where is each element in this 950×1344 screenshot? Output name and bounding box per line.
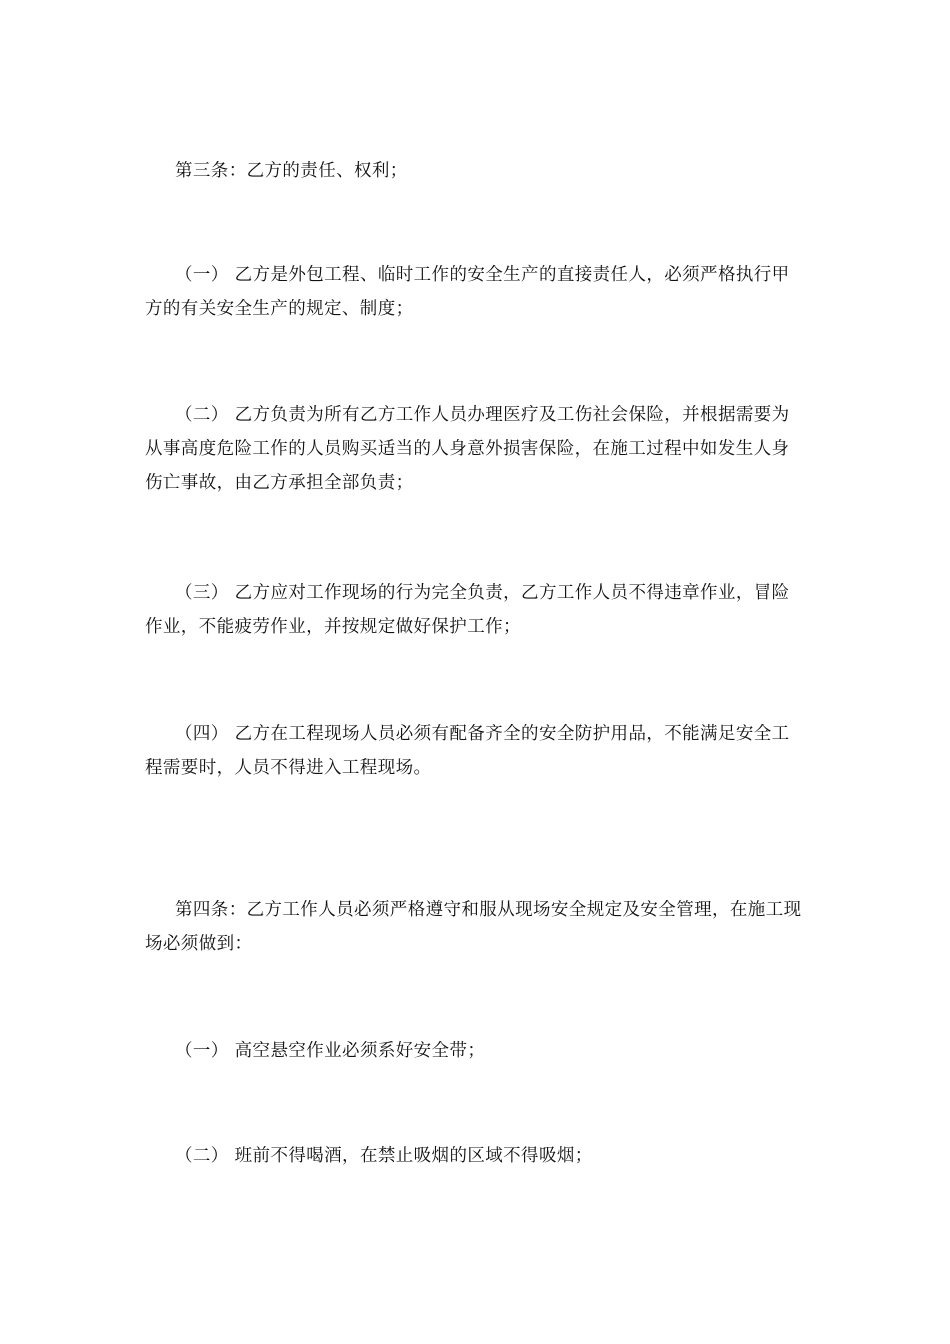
article-3-clause-4: （四） 乙方在工程现场人员必须有配备齐全的安全防护用品，不能满足安全工程需要时，人员不得进入工程现场。 (145, 724, 790, 778)
article-3-clause-2: （二） 乙方负责为所有乙方工作人员办理医疗及工伤社会保险，并根据需要为从事高度危险工作的人员购买适当的人身意外损害保险，在施工过程中如发生人身伤亡事故，由乙方承担全部负责； (145, 405, 790, 493)
article-3-clause-1: （一） 乙方是外包工程、临时工作的安全生产的直接责任人，必须严格执行甲方的有关安全生产的规定、制度； (145, 265, 790, 319)
article-4-heading: 第四条：乙方工作人员必须严格遵守和服从现场安全规定及安全管理，在施工现场必须做到： (145, 900, 802, 954)
article-4-clause-2: （二） 班前不得喝酒，在禁止吸烟的区域不得吸烟； (175, 1146, 593, 1166)
article-3-clause-3: （三） 乙方应对工作现场的行为完全负责，乙方工作人员不得违章作业，冒险作业，不能疲劳作业，并按规定做好保护工作； (145, 583, 790, 637)
article-4-clause-1: （一） 高空悬空作业必须系好安全带； (175, 1041, 486, 1061)
article-3-heading: 第三条：乙方的责任、权利； (175, 161, 408, 181)
